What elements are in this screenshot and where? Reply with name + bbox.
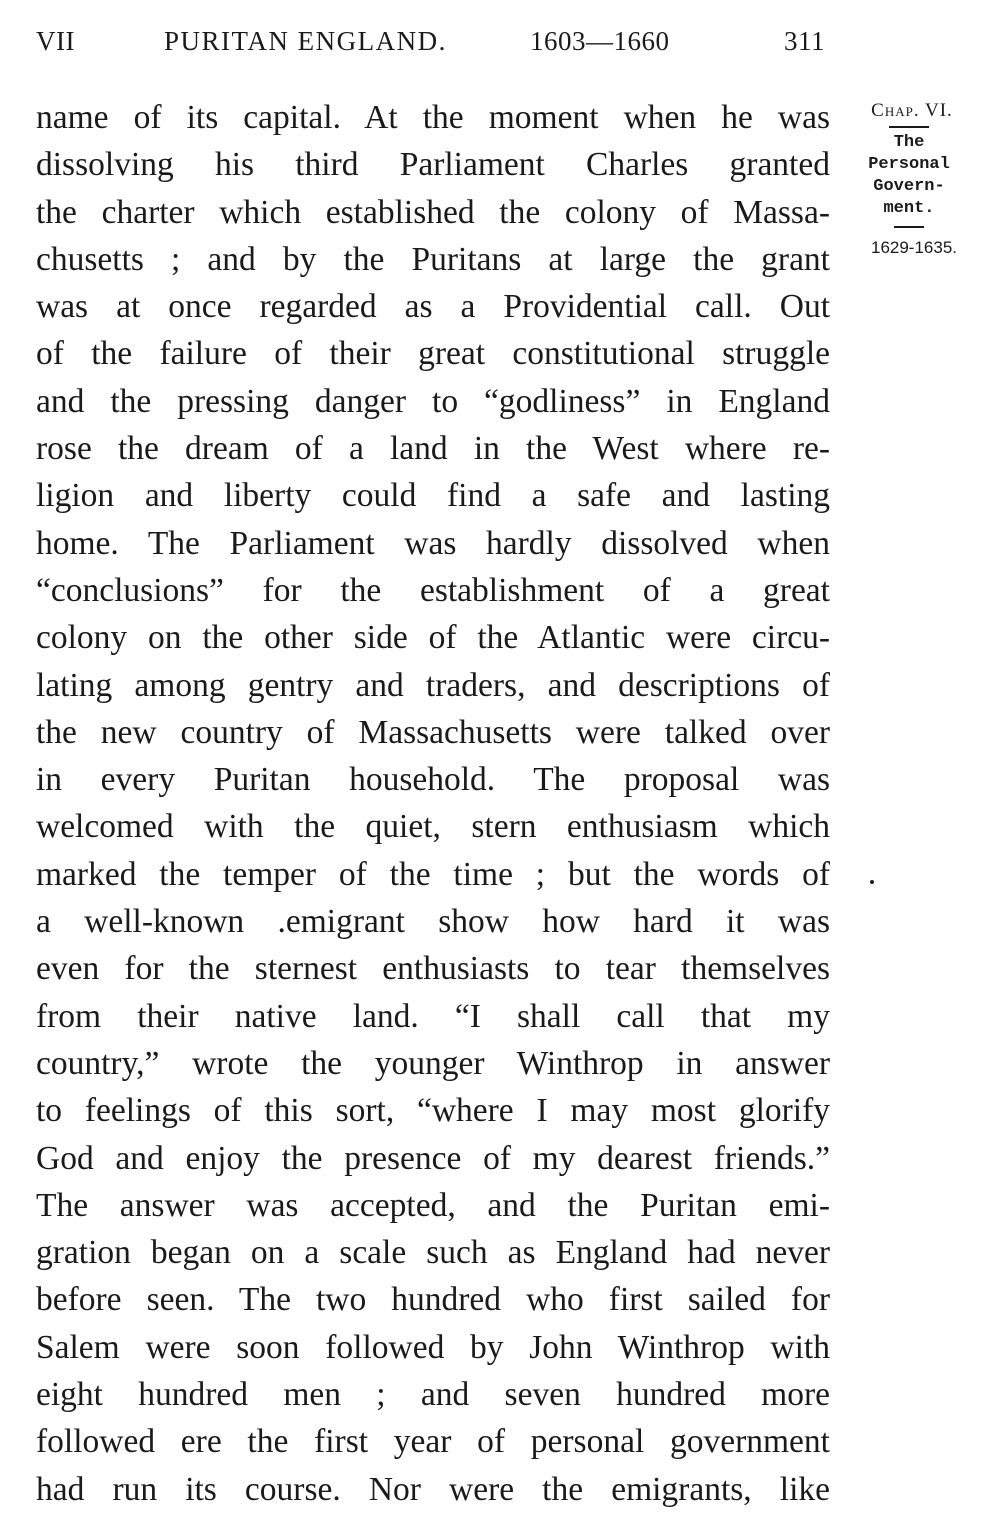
text-line: in every Puritan household. The proposal was xyxy=(36,761,830,799)
text-line: followed ere the first year of personal government xyxy=(36,1423,830,1461)
text-line: lating among gentry and traders, and descriptions of xyxy=(36,666,830,704)
text-line: had run its course. Nor were the emigrants, like xyxy=(36,1470,830,1508)
margin-note-title-line: Govern- xyxy=(873,177,945,196)
margin-note-title xyxy=(848,132,970,220)
text-line: marked the temper of the time ; but the words of xyxy=(36,855,830,893)
text-line: ligion and liberty could find a safe and lasting xyxy=(36,477,830,515)
text-line: the new country of Massachusetts were talked over xyxy=(36,713,830,751)
text-line: name of its capital. At the moment when he was xyxy=(36,99,830,136)
margin-rule xyxy=(889,126,929,128)
text-line: the charter which established the colony of Massa- xyxy=(36,193,830,231)
margin-note xyxy=(848,100,970,258)
text-line: from their native land. “I shall call that my xyxy=(36,997,830,1035)
body-text xyxy=(36,94,830,1513)
text-line: before seen. The two hundred who first sailed for xyxy=(36,1281,830,1319)
text-line: chusetts ; and by the Puritans at large the grant xyxy=(36,240,830,278)
text-line: Salem were soon followed by John Winthrop with xyxy=(36,1328,830,1366)
running-head xyxy=(36,26,836,62)
margin-note-dates: 1629-1635. xyxy=(870,238,958,257)
text-line: rose the dream of a land in the West where re- xyxy=(36,430,830,468)
text-line: God and enjoy the presence of my dearest friends.” xyxy=(36,1139,830,1177)
text-line: dissolving his third Parliament Charles granted xyxy=(36,146,830,184)
running-head-title: PURITAN ENGLAND. xyxy=(164,26,447,56)
text-line: and the pressing danger to “godliness” in England xyxy=(36,382,830,420)
text-line: of the failure of their great constitutional struggle xyxy=(36,335,830,373)
text-line: home. The Parliament was hardly dissolved when xyxy=(36,524,830,562)
text-line: country,” wrote the younger Winthrop in answer xyxy=(36,1044,830,1082)
margin-chapter-label: Chap. VI. xyxy=(871,100,953,121)
running-head-chapter: VII xyxy=(36,26,75,56)
text-line: was at once regarded as a Providential call. Out xyxy=(36,288,830,326)
text-line: to feelings of this sort, “where I may most glorify xyxy=(36,1092,830,1130)
text-line: gration began on a scale such as England had never xyxy=(36,1234,830,1272)
page-number: 311 xyxy=(784,26,825,56)
text-line: The answer was accepted, and the Puritan emi- xyxy=(36,1186,830,1224)
margin-note-title-line: ment. xyxy=(883,199,935,218)
text-line: welcomed with the quiet, stern enthusiasm which xyxy=(36,808,830,846)
margin-note-title-line: Personal xyxy=(868,155,950,174)
text-line: “conclusions” for the establishment of a great xyxy=(36,571,830,609)
ink-speck xyxy=(870,880,874,884)
text-line: a well-known .emigrant show how hard it was xyxy=(36,903,830,941)
margin-rule xyxy=(894,226,924,228)
margin-note-title-line: The xyxy=(893,133,925,152)
text-line: eight hundred men ; and seven hundred more xyxy=(36,1376,830,1414)
text-line: colony on the other side of the Atlantic were circu- xyxy=(36,619,830,657)
running-head-years: 1603—1660 xyxy=(530,26,670,56)
text-line: even for the sternest enthusiasts to tear themselves xyxy=(36,950,830,988)
